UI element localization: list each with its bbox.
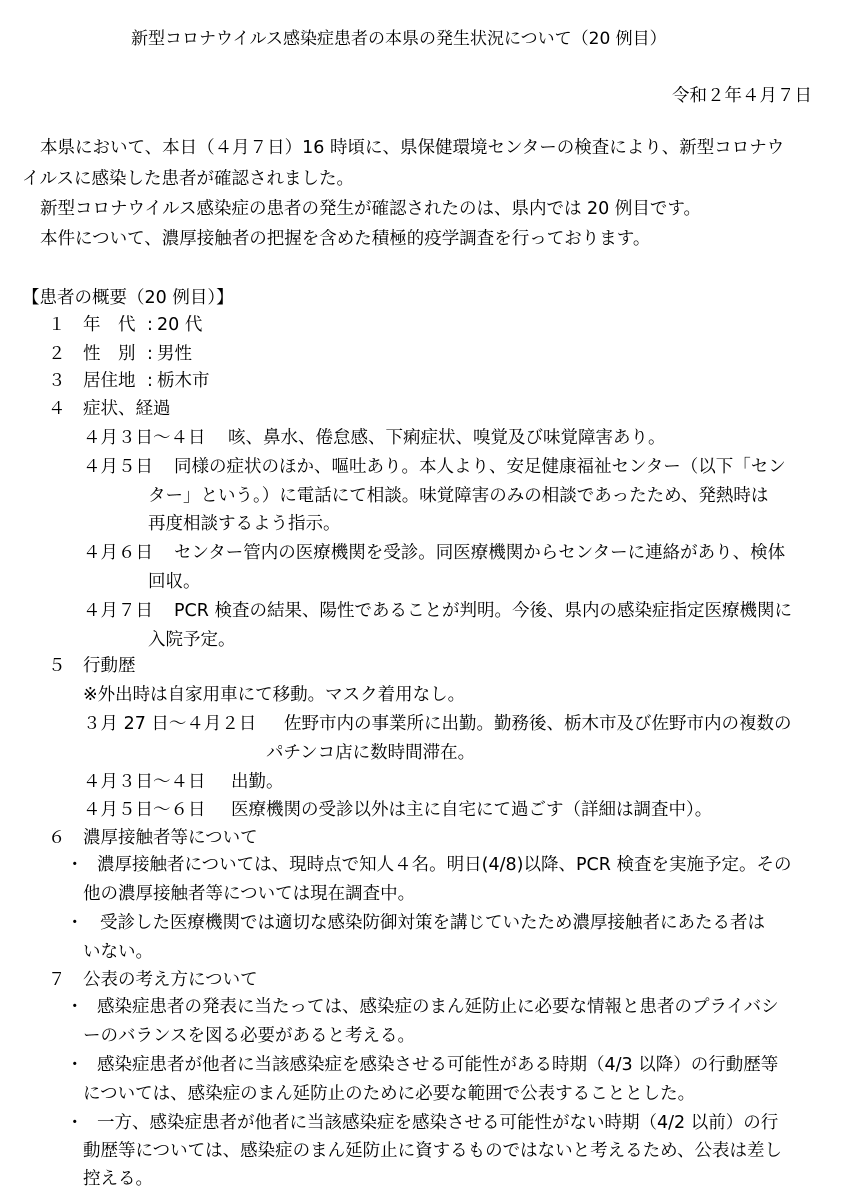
movement-date: ４月３日～４日 [83,772,206,792]
bullet-text: 濃厚接触者については、現時点で知人４名。明日(4/8)以降、PCR 検査を実施予定。その [97,855,792,875]
course-text: 咳、鼻水、倦怠感、下痢症状、嗅覚及び味覚障害あり。 [228,428,666,448]
section-2-number: ２ [48,344,66,364]
section-1-value: 20 代 [157,315,203,335]
bullet-text: 感染症患者の発表に当たっては、感染症のまん延防止に必要な情報と患者のプライバシ [97,997,779,1017]
movement-text: 医療機関の受診以外は主に自宅にて過ごす（詳細は調査中）。 [231,800,713,820]
course-text: 入院予定。 [148,630,236,650]
movement-note: ※外出時は自家用車にて移動。マスク着用なし。 [83,685,466,705]
bullet-text: については、感染症のまん延防止のために必要な範囲で公表することとした。 [83,1084,696,1104]
section-3-number: ３ [48,371,66,391]
bullet-text: 動歴等については、感染症のまん延防止に資するものではないと考えるため、公表は差し [83,1141,782,1161]
movement-date: ４月５日～６日 [83,800,206,820]
section-3-value: 栃木市 [157,371,210,391]
section-6-heading: 濃厚接触者等について [83,828,258,848]
section-7-number: ７ [48,970,66,990]
bullet-text: 一方、感染症患者が他者に当該感染症を感染させる可能性がない時期（4/2 以前）の行 [97,1113,779,1133]
bullet-text: 受診した医療機関では適切な感染防御対策を講じていたため濃厚接触者にあたる者は [100,913,765,933]
movement-text: 出勤。 [231,772,284,792]
course-text: PCR 検査の結果、陽性であることが判明。今後、県内の感染症指定医療機関に [174,601,792,621]
bullet-icon: ・ [66,997,84,1017]
section-6-number: ６ [48,828,66,848]
bullet-text: 控える。 [83,1169,153,1189]
document-title: 新型コロナウイルス感染症患者の本県の発生状況について（20 例目） [131,29,667,49]
label-colon: : [147,371,153,391]
course-text: センター管内の医療機関を受診。同医療機関からセンターに連絡があり、検体 [174,543,786,563]
course-text: 同様の症状のほか、嘔吐あり。本人より、安足健康福祉センター（以下「セン [174,457,786,477]
bullet-icon: ・ [66,913,84,933]
intro-line: 本件について、濃厚接触者の把握を含めた積極的疫学調査を行っております。 [40,229,651,249]
intro-line: 本県において、本日（４月７日）16 時頃に、県保健環境センターの検査により、新型コロナウ [40,138,785,158]
movement-date: ３月 27 日～４月２日 [83,714,257,734]
section-1-label: 年 代 [83,315,136,335]
course-date: ４月５日 [83,457,153,477]
course-date: ４月７日 [83,601,153,621]
label-colon: : [147,315,153,335]
document-date: 令和２年４月７日 [672,86,812,106]
course-text: ター」という。）に電話にて相談。味覚障害のみの相談であったため、発熱時は [148,486,769,506]
bullet-icon: ・ [66,855,84,875]
intro-line: イルスに感染した患者が確認されました。 [22,169,354,189]
bullet-icon: ・ [66,1113,84,1133]
movement-text: パチンコ店に数時間滞在。 [266,743,476,763]
course-text: 回収。 [148,572,201,592]
section-5-number: ５ [48,656,66,676]
course-date: ４月３日～４日 [83,428,206,448]
bullet-text: 他の濃厚接触者等については現在調査中。 [83,884,416,904]
section-1-number: １ [48,315,66,335]
overview-heading: 【患者の概要（20 例目）】 [22,288,234,308]
bullet-icon: ・ [66,1055,84,1075]
course-text: 再度相談するよう指示。 [148,514,341,534]
section-5-heading: 行動歴 [83,656,136,676]
section-7-heading: 公表の考え方について [83,970,258,990]
label-colon: : [147,344,153,364]
bullet-text: いない。 [83,942,153,962]
section-2-value: 男性 [157,344,192,364]
movement-text: 佐野市内の事業所に出勤。勤務後、栃木市及び佐野市内の複数の [284,714,792,734]
section-4-heading: 症状、経過 [83,399,171,419]
section-3-label: 居住地 [83,371,136,391]
intro-line: 新型コロナウイルス感染症の患者の発生が確認されたのは、県内では 20 例目です。 [40,199,701,219]
course-date: ４月６日 [83,543,153,563]
section-2-label: 性 別 [83,344,136,364]
section-4-number: ４ [48,399,66,419]
bullet-text: 感染症患者が他者に当該感染症を感染させる可能性がある時期（4/3 以降）の行動歴等 [97,1055,779,1075]
bullet-text: ーのバランスを図る必要があると考える。 [83,1026,415,1046]
